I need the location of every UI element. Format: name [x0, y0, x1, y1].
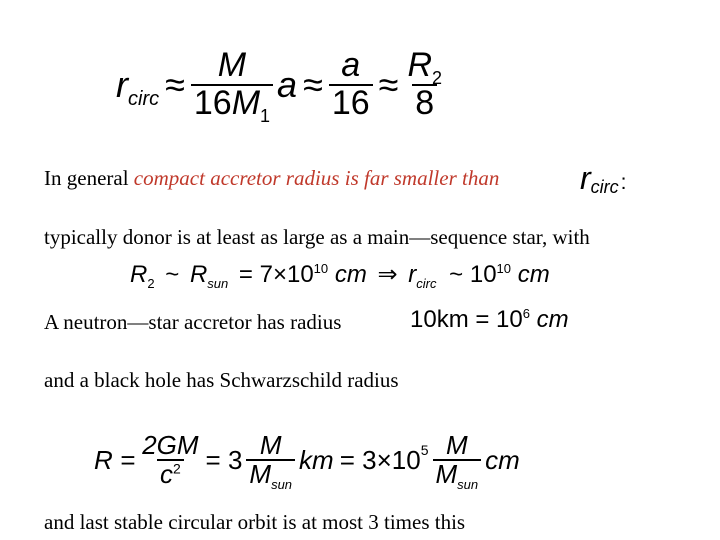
equation-donor-radius: $R_2$ ~ $R_{sun} = 7\times 10^{10}$ cm ⇒ $r_{circ}$ ~ $10^{10}$ cm — [130, 261, 550, 291]
fraction-m-over-16m1: $\frac{M}{16M_1}$ — [191, 48, 273, 121]
r-circ-inline: $r_{circ}$: — [580, 160, 627, 198]
a-symbol: a — [277, 64, 298, 105]
fraction-a-over-16: $\frac{a}{16}$ — [329, 48, 373, 121]
equation-neutron-radius: $10km = 10^6$ cm — [410, 306, 569, 333]
approx-sign-2: ≈ — [303, 64, 323, 105]
fraction-m-over-msun-2: $\frac{M}{M_{sun}}$ — [433, 432, 482, 489]
text-line-black-hole: and a black hole has Schwarzschild radius — [44, 368, 399, 392]
equation-circularization-radius — [116, 40, 445, 130]
text-prefix: In general — [44, 166, 134, 190]
text-line-donor: typically donor is at least as large as a main—sequence star, with — [44, 225, 590, 249]
highlight-text: compact accretor radius is far smaller than — [133, 166, 500, 190]
r-symbol: $r_{circ}$ — [116, 64, 160, 111]
text-line-last-stable-orbit: and last stable circular orbit is at most 3 times this — [44, 510, 466, 534]
fraction-m-over-msun-1: $\frac{M}{M_{sun}}$ — [246, 432, 295, 489]
fraction-r2-over-8: $\frac{R_2}{8}$ — [407, 46, 443, 122]
approx-sign: ≈ — [165, 64, 185, 105]
text-line-general — [44, 166, 499, 190]
equation-schwarzschild-radius: R = $\frac{2GM}{c^2}$ = 3 $\frac{M}{M_{sun}}$ km = 3×10 $^5$ $\frac{M}{M_{sun}}$ cm — [94, 429, 520, 493]
approx-sign-3: ≈ — [378, 64, 399, 105]
text-line-neutron-star: A neutron—star accretor has radius — [44, 310, 342, 334]
fraction-2gm-over-c2: $\frac{2GM}{c^2}$ — [142, 429, 199, 489]
